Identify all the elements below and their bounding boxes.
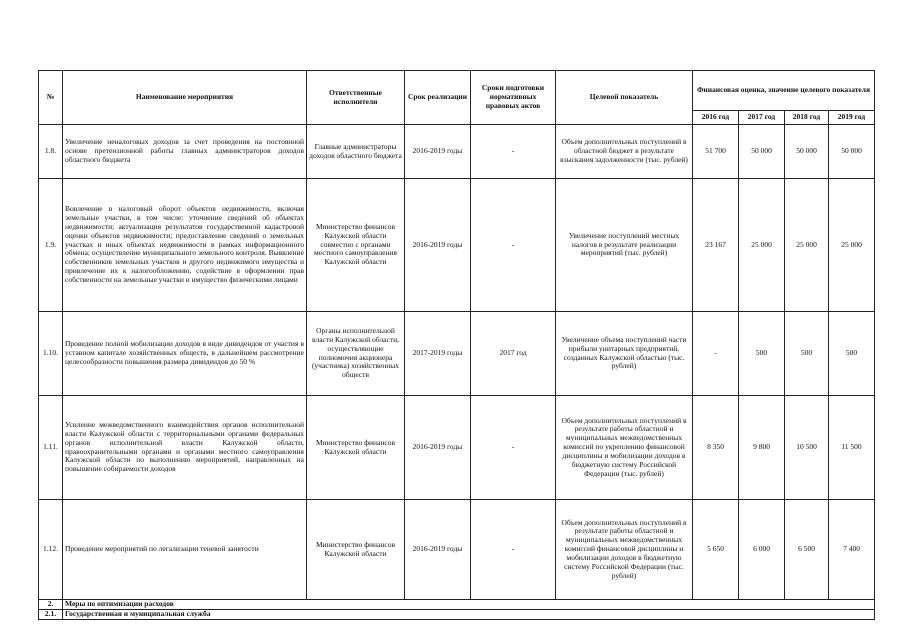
row-acts: - (471, 125, 556, 179)
header-term: Срок реализации (405, 71, 471, 125)
row-responsible: Главные администраторы доходов областного бюджета (307, 125, 405, 179)
row-acts: - (471, 500, 556, 600)
section-title: Меры по оптимизации расходов (63, 600, 875, 610)
row-term: 2017-2019 годы (405, 312, 471, 396)
row-no: 1.10. (39, 312, 63, 396)
header-year-2018: 2018 год (785, 111, 829, 125)
row-indicator: Объем дополнительных поступлений в областной бюджет в результате взыскания задолженности (тыс. рублей) (556, 125, 693, 179)
section-title: Государственная и муниципальная служба (63, 610, 875, 620)
row-value-2016: 23 167 (693, 179, 739, 312)
row-name: Увеличение неналоговых доходов за счет проведения на постоянной основе претензионной работы главных администраторов доходов областного бюджета (63, 125, 307, 179)
row-value-2019: 50 000 (829, 125, 875, 179)
row-term: 2016-2019 годы (405, 125, 471, 179)
row-acts: 2017 год (471, 312, 556, 396)
header-year-2016: 2016 год (693, 111, 739, 125)
measures-table (38, 70, 875, 620)
header-indicator: Целевой показатель (556, 71, 693, 125)
row-value-2017: 9 800 (739, 396, 785, 500)
table-row (39, 312, 875, 396)
row-value-2016: 5 650 (693, 500, 739, 600)
table-row (39, 125, 875, 179)
row-acts: - (471, 179, 556, 312)
row-value-2018: 500 (785, 312, 829, 396)
row-no: 1.11. (39, 396, 63, 500)
row-no: 1.8. (39, 125, 63, 179)
header-name: Наименование мероприятия (63, 71, 307, 125)
section-no: 2.1. (39, 610, 63, 620)
table-row (39, 396, 875, 500)
row-name: Проведение полной мобилизации доходов в виде дивидендов от участия в уставном капитале хозяйственных обществ, в дальнейшем рассмотрение целесообразности повышения размера дивидендов до 50 % (63, 312, 307, 396)
row-responsible: Министерство финансов Калужской области совместно с органами местного самоуправления Калужской области (307, 179, 405, 312)
row-value-2016: 51 700 (693, 125, 739, 179)
row-indicator: Увеличение объема поступлений части прибыли унитарных предприятий, созданных Калужской областью (тыс. рублей) (556, 312, 693, 396)
row-term: 2016-2019 годы (405, 179, 471, 312)
table-row (39, 179, 875, 312)
row-value-2018: 10 500 (785, 396, 829, 500)
section-no: 2. (39, 600, 63, 610)
row-value-2017: 6 000 (739, 500, 785, 600)
header-finance: Финансовая оценка, значение целевого показателя (693, 71, 875, 111)
row-value-2019: 11 500 (829, 396, 875, 500)
row-indicator: Объем дополнительных поступлений в результате работы областной и муниципальных межведомственных комиссий по укреплению финансовой дисциплины и мобилизации доходов в бюджетную систему Российской Федерации (тыс. рублей) (556, 396, 693, 500)
header-no: № (39, 71, 63, 125)
row-no: 1.9. (39, 179, 63, 312)
row-acts: - (471, 396, 556, 500)
row-indicator: Объем дополнительных поступлений в результате работы областной и муниципальных межведомственных комиссий финансовой дисциплины и мобилизации доходов в бюджетную систему Российской Федерации (тыс. рублей) (556, 500, 693, 600)
header-year-2017: 2017 год (739, 111, 785, 125)
row-value-2019: 25 000 (829, 179, 875, 312)
header-acts: Сроки подготовки нормативных правовых актов (471, 71, 556, 125)
section-row (39, 610, 875, 620)
header-responsible: Ответственные исполнители (307, 71, 405, 125)
row-name: Проведение мероприятий по легализации теневой занятости (63, 500, 307, 600)
header-year-2019: 2019 год (829, 111, 875, 125)
row-value-2017: 25 000 (739, 179, 785, 312)
row-name: Усиление межведомственного взаимодействия органов исполнительной власти Калужской области с территориальными органами федеральных органов исполнительной власти Калужской области, правоохранительными органами и органами местного самоуправления Калужской области по выполнению мероприятий, направленных на повышение собираемости доходов (63, 396, 307, 500)
row-responsible: Министерство финансов Калужской области (307, 396, 405, 500)
row-value-2018: 6 500 (785, 500, 829, 600)
row-indicator: Увеличение поступлений местных налогов в результате реализации мероприятий (тыс. рублей) (556, 179, 693, 312)
row-responsible: Органы исполнительной власти Калужской области, осуществляющие полномочия акционера (участника) хозяйственных обществ (307, 312, 405, 396)
row-value-2018: 25 000 (785, 179, 829, 312)
row-value-2018: 50 000 (785, 125, 829, 179)
section-row (39, 600, 875, 610)
row-value-2016: - (693, 312, 739, 396)
row-value-2017: 50 000 (739, 125, 785, 179)
row-value-2019: 500 (829, 312, 875, 396)
row-term: 2016-2019 годы (405, 396, 471, 500)
row-name: Вовлечение в налоговый оборот объектов недвижимости, включая земельные участки, в том числе: уточнение сведений об объектах недвижимости; актуализация результатов государственной кадастровой оценки объектов недвижимости; предоставление сведений о земельных участках и иных объектах недвижимости в рамках информационного обмена; осуществление муниципального земельного контроля. Выявление собственников земельных участков и другого недвижимого имущества и привлечение их к налогообложению, содействие в оформлении прав собственности на земельные участки и имущество физическими лицами (63, 179, 307, 312)
table-row (39, 500, 875, 600)
row-value-2017: 500 (739, 312, 785, 396)
row-value-2016: 8 350 (693, 396, 739, 500)
table-header-row (39, 71, 875, 111)
row-no: 1.12. (39, 500, 63, 600)
row-responsible: Министерство финансов Калужской области (307, 500, 405, 600)
row-term: 2016-2019 годы (405, 500, 471, 600)
row-value-2019: 7 400 (829, 500, 875, 600)
